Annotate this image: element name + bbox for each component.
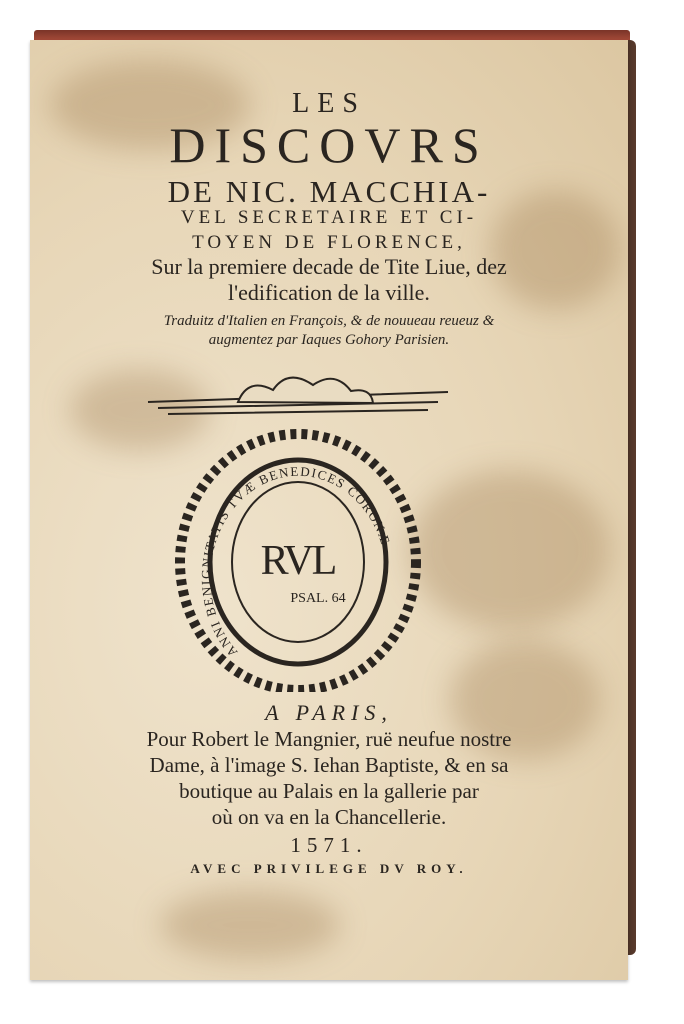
- translator-line2: augmentez par Iaques Gohory Parisien.: [208, 332, 450, 348]
- imprint-line2: Dame, à l'image S. Iehan Baptiste, & en sa: [149, 753, 509, 777]
- title-author-line2: VEL SECRETAIRE ET CI-: [180, 207, 478, 228]
- title-author-line3: TOYEN DE FLORENCE,: [192, 232, 466, 253]
- title-author-line: DE NIC. MACCHIA-: [167, 174, 491, 209]
- imprint-city: A PARIS,: [265, 700, 393, 725]
- psalm-text: PSAL. 64: [290, 591, 346, 606]
- imprint-line3: boutique au Palais en la gallerie par: [179, 779, 479, 803]
- stain: [160, 890, 340, 960]
- title-les: LES: [292, 88, 366, 119]
- translator-line1: Traduitz d'Italien en François, & de nouueau reueuz &: [163, 313, 495, 329]
- imprint-line1: Pour Robert le Mangnier, ruë neufue nostre: [146, 727, 512, 751]
- imprint-line4: où on va en la Chancellerie.: [211, 805, 447, 829]
- cloud-icon: [148, 378, 448, 414]
- printers-mark: [128, 362, 468, 692]
- imprint-year: 1571.: [290, 833, 368, 857]
- title-discovrs: DISCOVRS: [169, 117, 489, 173]
- motto-text: ANNI BENIGNITATIS TVÆ BENEDICES CORONÆ: [198, 463, 394, 660]
- subtitle-line1: Sur la premiere decade de Tite Liue, dez: [151, 254, 507, 279]
- title-page: [30, 40, 628, 980]
- privilege-line: AVEC PRIVILEGE DV ROY.: [190, 861, 468, 876]
- monogram-text: RVL: [260, 538, 336, 584]
- subtitle-line2: l'edification de la ville.: [228, 280, 430, 305]
